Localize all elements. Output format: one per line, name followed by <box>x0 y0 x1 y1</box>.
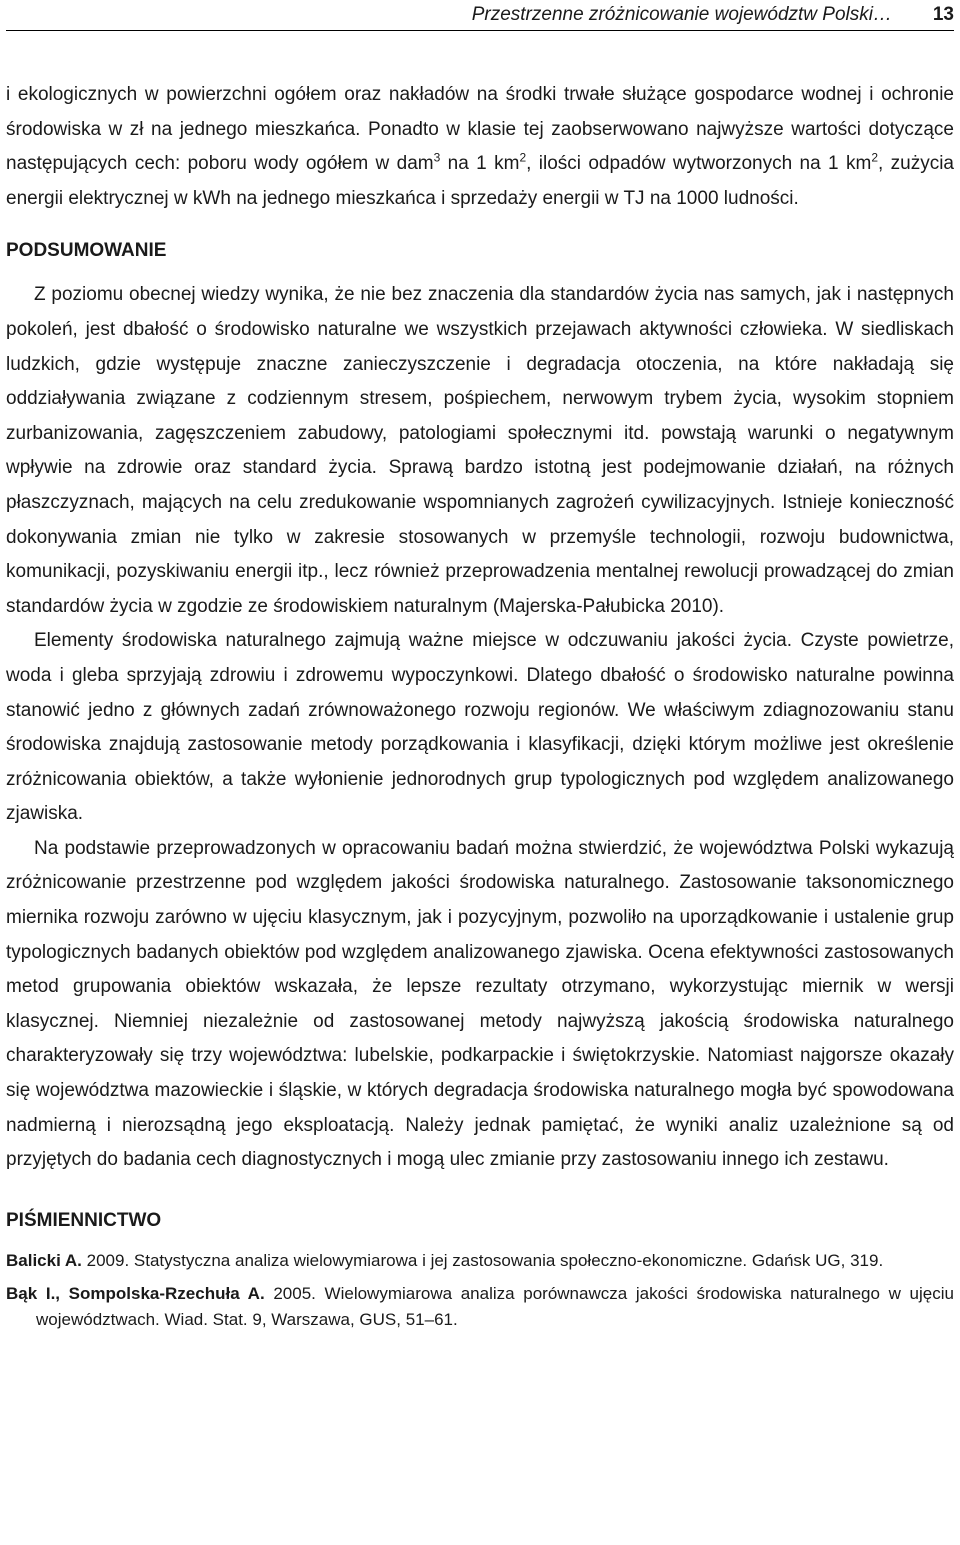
reference-item <box>6 1248 954 1274</box>
reference-details: 2009. Statystyczna analiza wielowymiarowa i jej zastosowania społeczno-ekonomiczne. Gdańsk UG, 319. <box>81 1250 884 1270</box>
running-title: Przestrzenne zróżnicowanie województw Polski… <box>471 4 892 25</box>
section-heading-references: PIŚMIENNICTWO <box>6 1209 162 1231</box>
intro-text-b: na 1 km <box>440 153 520 175</box>
reference-authors: Balicki A. <box>6 1250 82 1270</box>
reference-authors: Bąk I., Sompolska-Rzechuła A. <box>6 1283 265 1303</box>
intro-text-a: i ekologicznych w powierzchni ogółem oraz nakładów na środki trwałe służące gospodarce wodnej i ochronie środowiska w zł na jednego mieszkańca. Ponadto w klasie tej zaobserwowano najwyższe wartości dotyczące następujących cech: poboru wody ogółem w dam <box>6 84 954 175</box>
superscript-squared: 2 <box>871 150 878 165</box>
superscript-squared: 2 <box>519 150 527 165</box>
summary-paragraph: Elementy środowiska naturalnego zajmują ważne miejsce w odczuwaniu jakości życia. Czyste powietrze, woda i gleba sprzyjają zdrowiu i zdrowemu wypoczynkowi. Dlatego dbałość o środowisko naturalne powinna stanowić jedno z głównych zadań zrównoważonego rozwoju regionów. We właściwym zdiagnozowaniu stanu środowiska znajdują zastosowanie metody porządkowania i klasyfikacji, dzięki którym możliwe jest określenie zróżnicowania obiektów, a także wyłonienie jednorodnych grup typologicznych pod względem analizowanego zjawiska. <box>6 630 954 825</box>
reference-item <box>6 1281 954 1333</box>
section-heading-summary: PODSUMOWANIE <box>6 240 167 262</box>
superscript-cubed: 3 <box>433 150 441 165</box>
page-number: 13 <box>932 4 954 25</box>
intro-text-d: , zużycia energii elektrycznej w kWh na jednego mieszkańca i sprzedaży energii w TJ na 1000 ludności. <box>6 153 955 209</box>
intro-paragraph <box>6 78 954 216</box>
summary-paragraph: Z poziomu obecnej wiedzy wynika, że nie bez znaczenia dla standardów życia nas samych, jak i następnych pokoleń, jest dbałość o środowisko naturalne we wszystkich przejawach aktywności człowieka. W siedliskach ludzkich, gdzie występuje znaczne zanieczyszczenie i degradacja otoczenia, na które nakładają się oddziaływania związane z codziennym stresem, pośpiechem, nerwowym trybem życia, wysokim stopniem zurbanizowania, zagęszczeniem zabudowy, patologiami społecznymi itd. powstają warunki o negatywnym wpływie na zdrowie oraz standard życia. Sprawą bardzo istotną jest podejmowanie działań, na różnych płaszczyznach, mających na celu zredukowanie wspomnianych zagrożeń cywilizacyjnych. Istnieje konieczność dokonywania zmian nie tylko w zakresie stosowanych w przemyśle technologii, rozwoju budownictwa, komunikacji, pozyskiwaniu energii itp., lecz również przeprowadzenia mentalnej rewolucji prowadzącej do zmian standardów życia w zgodzie ze środowiskiem naturalnym (Majerska-Pałubicka 2010). <box>6 284 954 617</box>
summary-paragraph: Na podstawie przeprowadzonych w opracowaniu badań można stwierdzić, że województwa Polski wykazują zróżnicowanie przestrzenne pod względem jakości środowiska naturalnego. Zastosowanie taksonomicznego miernika rozwoju zarówno w ujęciu klasycznym, jak i pozycyjnym, pozwoliło na uporządkowanie i ustalenie grup typologicznych badanych obiektów pod względem analizowanego zjawiska. Ocena efektywności zastosowanych metod grupowania obiektów wskazała, że lepsze rezultaty otrzymano, wykorzystując miernik w wersji klasycznej. Niemniej niezależnie od zastosowanej metody najwyższą jakością środowiska naturalnego charakteryzowały się trzy województwa: lubelskie, podkarpackie i świętokrzyskie. Natomiast najgorsze okazały się województwa mazowieckie i śląskie, w których degradacja środowiska naturalnego mogła być spowodowana nadmierną i nierozsądną jego eksploatacją. Należy jednak pamiętać, że wyniki analiz uzależnione są od przyjętych do badania cech diagnostycznych i mogą ulec zmianie przy zastosowaniu innego ich zestawu. <box>6 837 954 1171</box>
page-header <box>6 0 954 31</box>
reference-details: 2005. Wielowymiarowa analiza porównawcza jakości środowiska naturalnego w ujęciu województwach. Wiad. Stat. 9, Warszawa, GUS, 51–61. <box>36 1283 954 1329</box>
intro-text-c: , ilości odpadów wytworzonych na 1 km <box>526 153 872 175</box>
page-body <box>6 78 954 1333</box>
